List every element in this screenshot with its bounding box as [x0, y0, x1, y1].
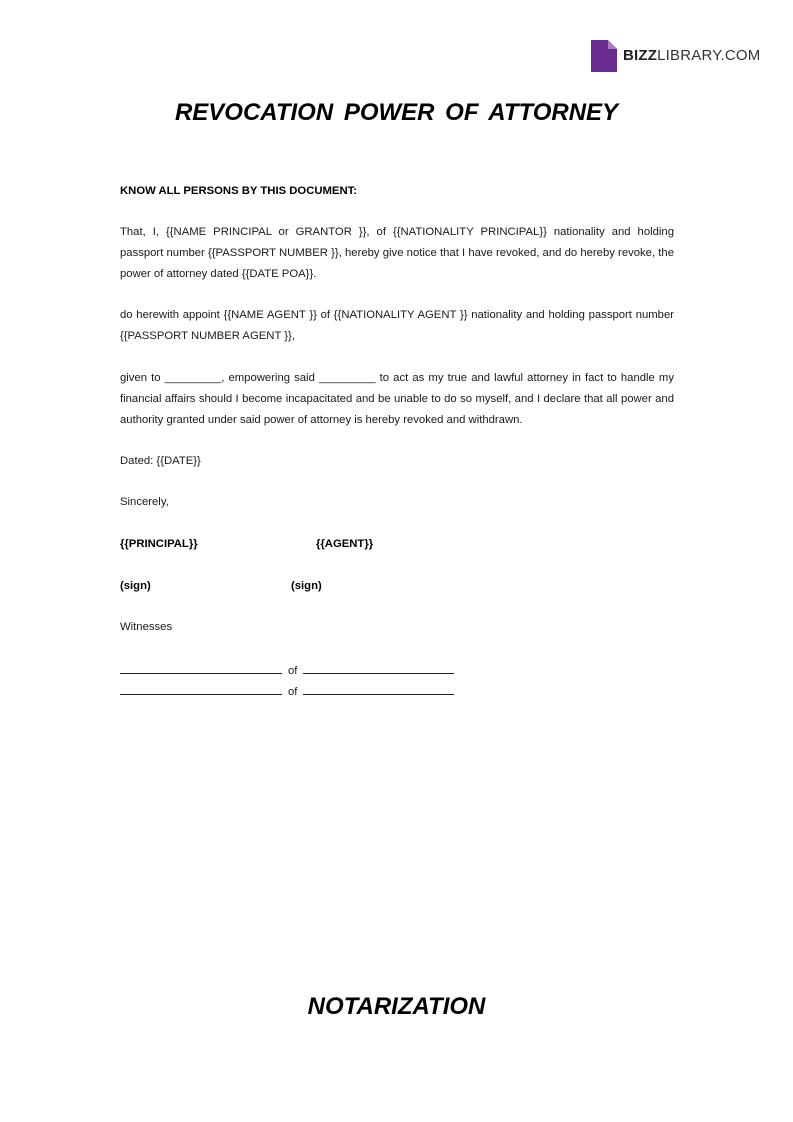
document-icon	[591, 40, 617, 72]
witness-name-blank	[120, 659, 282, 674]
signature-row	[120, 576, 322, 597]
dated-line: Dated: {{DATE}}	[120, 455, 201, 467]
agent-sign: (sign)	[291, 580, 322, 592]
closing-line: Sincerely,	[120, 496, 169, 508]
document-heading: KNOW ALL PERSONS BY THIS DOCUMENT:	[120, 185, 358, 197]
paragraph-appointment: do herewith appoint {{NAME AGENT }} of {{NATIONALITY AGENT }} nationality and holding passport number {{PASSPORT NUMBER AGENT }},	[120, 309, 674, 342]
notarization-title: NOTARIZATION	[307, 993, 486, 1020]
witness-line	[120, 659, 454, 682]
brand-name: BIZZLIBRARY.COM	[623, 47, 761, 64]
witness-line	[120, 680, 454, 703]
document-title: REVOCATION POWER OF ATTORNEY	[174, 99, 619, 126]
paragraph-authority: given to _________, empowering said _________ to act as my true and lawful attorney in fact to handle my financial affairs should I become incapacitated and be unable to do so myself, and I declare that all power and authority granted under said power of attorney is hereby revoked and withdrawn.	[120, 372, 674, 426]
witnesses-label: Witnesses	[120, 621, 173, 633]
witness-place-blank	[303, 659, 454, 674]
principal-label: {{PRINCIPAL}}	[120, 538, 198, 550]
witness-name-blank	[120, 680, 282, 695]
principal-sign: (sign)	[120, 580, 151, 592]
paragraph-revocation: That, I, {{NAME PRINCIPAL or GRANTOR }}, of {{NATIONALITY PRINCIPAL}} nationality and holding passport number {{PASSPORT NUMBER }}, hereby give notice that I have revoked, and do hereby revoke, the power of attorney dated {{DATE POA}}.	[120, 226, 674, 280]
witness-place-blank	[303, 680, 454, 695]
agent-label: {{AGENT}}	[316, 538, 374, 550]
witness-of-label: of	[288, 665, 298, 677]
signatory-names	[120, 534, 374, 555]
witness-of-label: of	[288, 686, 298, 698]
brand-logo	[591, 40, 761, 72]
